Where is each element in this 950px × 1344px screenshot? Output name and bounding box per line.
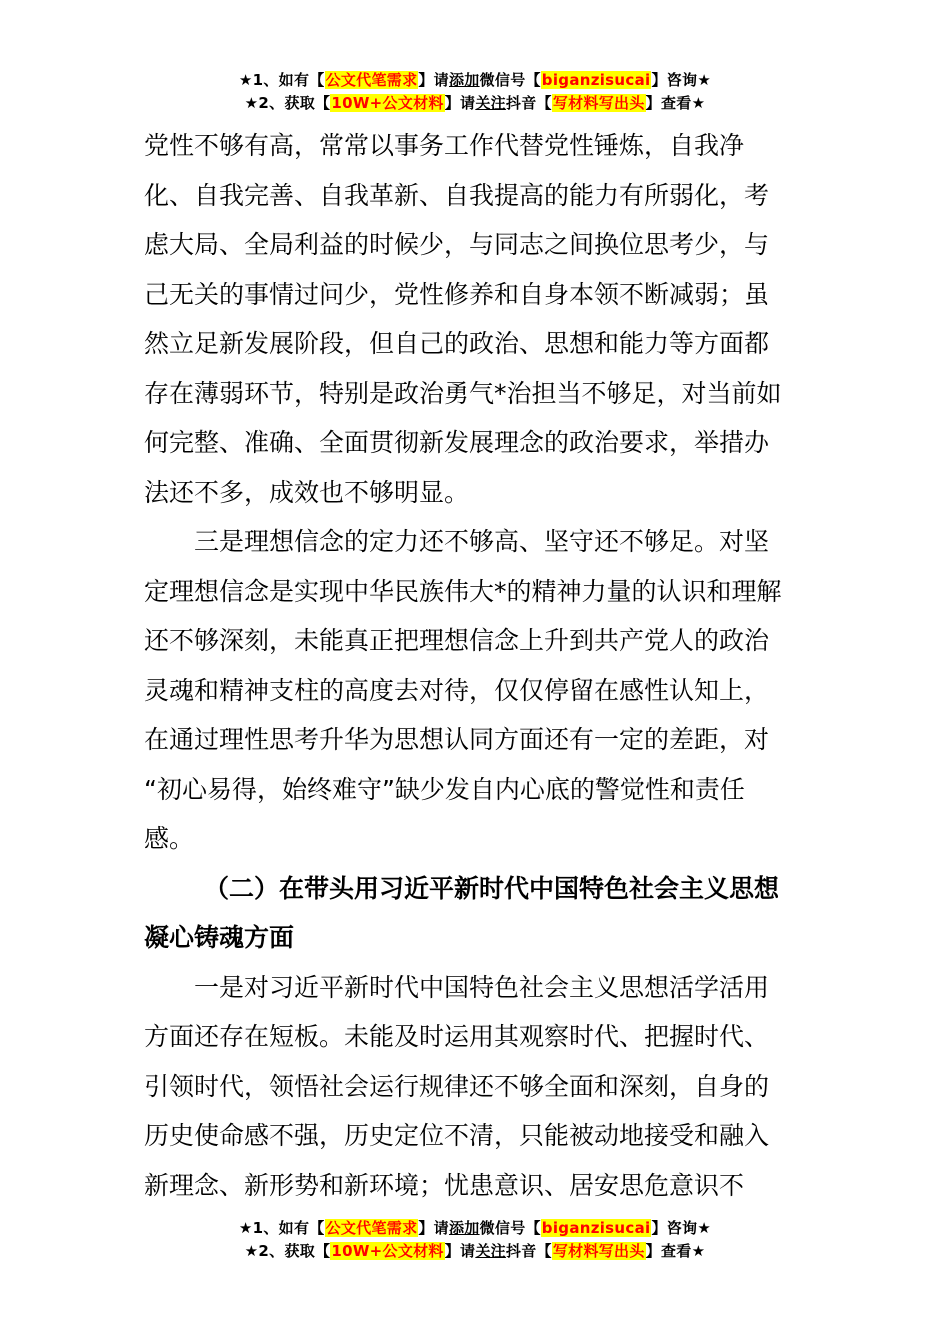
promo-highlight: 10W+公文材料 bbox=[331, 1242, 444, 1260]
document-body bbox=[144, 121, 804, 1210]
promo-line-2: ★2、获取【10W+公文材料】请关注抖音【写材料写出头】查看★ bbox=[244, 94, 706, 112]
paragraph-2: 三是理想信念的定力还不够高、坚守还不够足。对坚 定理想信念是实现中华民族伟大*的精神力量的认识和理解 还不够深刻，未能真正把理想信念上升到共产党人的政治 灵魂和精神支柱的高度去对待，仅仅停留在感性认知上， 在通过理性思考升华为思想认同方面还有一定的差距，对 “初心易得，始终难守”缺少发自内心底的警觉性和责任 感。 bbox=[144, 527, 782, 853]
promo-highlight: 公文代笔需求 bbox=[325, 1219, 418, 1237]
promo-highlight: 公文代笔需求 bbox=[325, 71, 418, 89]
section-heading: （二）在带头用习近平新时代中国特色社会主义思想 凝心铸魂方面 bbox=[144, 873, 780, 952]
douyin-id-highlight: 写材料写出头 bbox=[552, 94, 645, 112]
paragraph-3: 一是对习近平新时代中国特色社会主义思想活学活用 方面还存在短板。未能及时运用其观察时代、把握时代、 引领时代，领悟社会运行规律还不够全面和深刻，自身的 历史使命感不强，历史定位不清，只能被动地接受和融入 新理念、新形势和新环境；忧患意识、居安思危意识不 bbox=[144, 972, 770, 1200]
promo-line-1: ★1、如有【公文代笔需求】请添加微信号【biganzisucai】咨询★ bbox=[238, 1219, 712, 1237]
wechat-id-highlight: biganzisucai bbox=[541, 1219, 651, 1237]
paragraph-1: 党性不够有高，常常以事务工作代替党性锤炼，自我净 化、自我完善、自我革新、自我提高的能力有所弱化，考 虑大局、全局利益的时候少，与同志之间换位思考少，与 己无关的事情过问少，党性修养和自身本领不断减弱；虽 然立足新发展阶段，但自己的政治、思想和能力等方面都 存在薄弱环节，特别是政治勇气*治担当不够足，对当前如 何完整、准确、全面贯彻新发展理念的政治要求，举措办 法还不多，成效也不够明显。 bbox=[144, 131, 782, 507]
promo-line-1: ★1、如有【公文代笔需求】请添加微信号【biganzisucai】咨询★ bbox=[238, 71, 712, 89]
douyin-id-highlight: 写材料写出头 bbox=[552, 1242, 645, 1260]
wechat-id-highlight: biganzisucai bbox=[541, 71, 651, 89]
header-promo-banner bbox=[0, 69, 950, 115]
promo-line-2: ★2、获取【10W+公文材料】请关注抖音【写材料写出头】查看★ bbox=[244, 1242, 706, 1260]
promo-highlight: 10W+公文材料 bbox=[331, 94, 444, 112]
footer-promo-banner bbox=[0, 1217, 950, 1263]
